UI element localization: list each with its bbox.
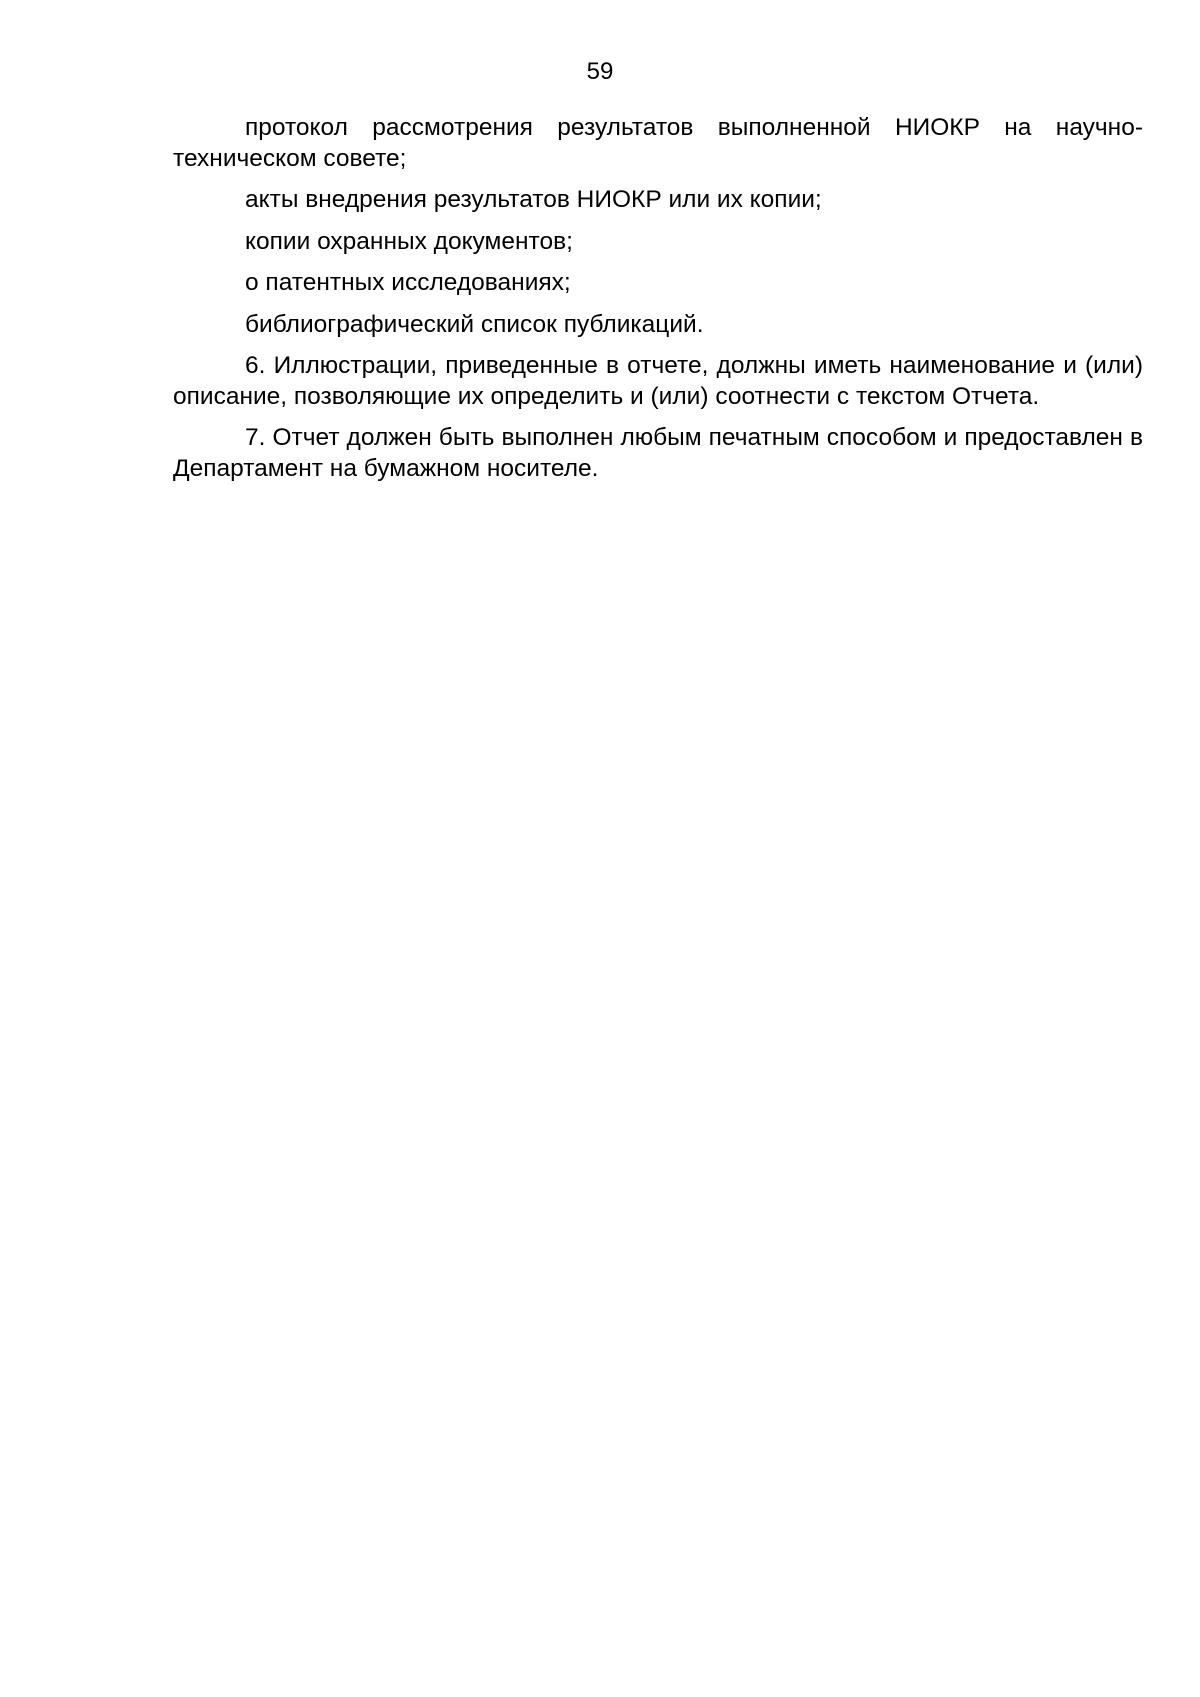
paragraph-implementation-acts: акты внедрения результатов НИОКР или их копии; — [245, 186, 822, 213]
paragraph-illustrations: 6. Иллюстрации, приведенные в отчете, должны иметь наименование и (или) описание, позволяющие их определить и (или) соотнести с текстом Отчета. — [173, 352, 1143, 410]
paragraph-protocol: протокол рассмотрения результатов выполненной НИОКР на научно-техническом совете; — [173, 114, 1143, 172]
paragraph-bibliography: библиографический список публикаций. — [245, 310, 704, 338]
document-body — [173, 113, 1143, 495]
paragraph-protection-documents: копии охранных документов; — [245, 227, 573, 255]
paragraph-patent-research: о патентных исследованиях; — [245, 269, 571, 296]
page-number: 59 — [586, 58, 614, 85]
paragraph-report-format: 7. Отчет должен быть выполнен любым печатным способом и предоставлен в Департамент на бумажном носителе. — [173, 424, 1143, 482]
